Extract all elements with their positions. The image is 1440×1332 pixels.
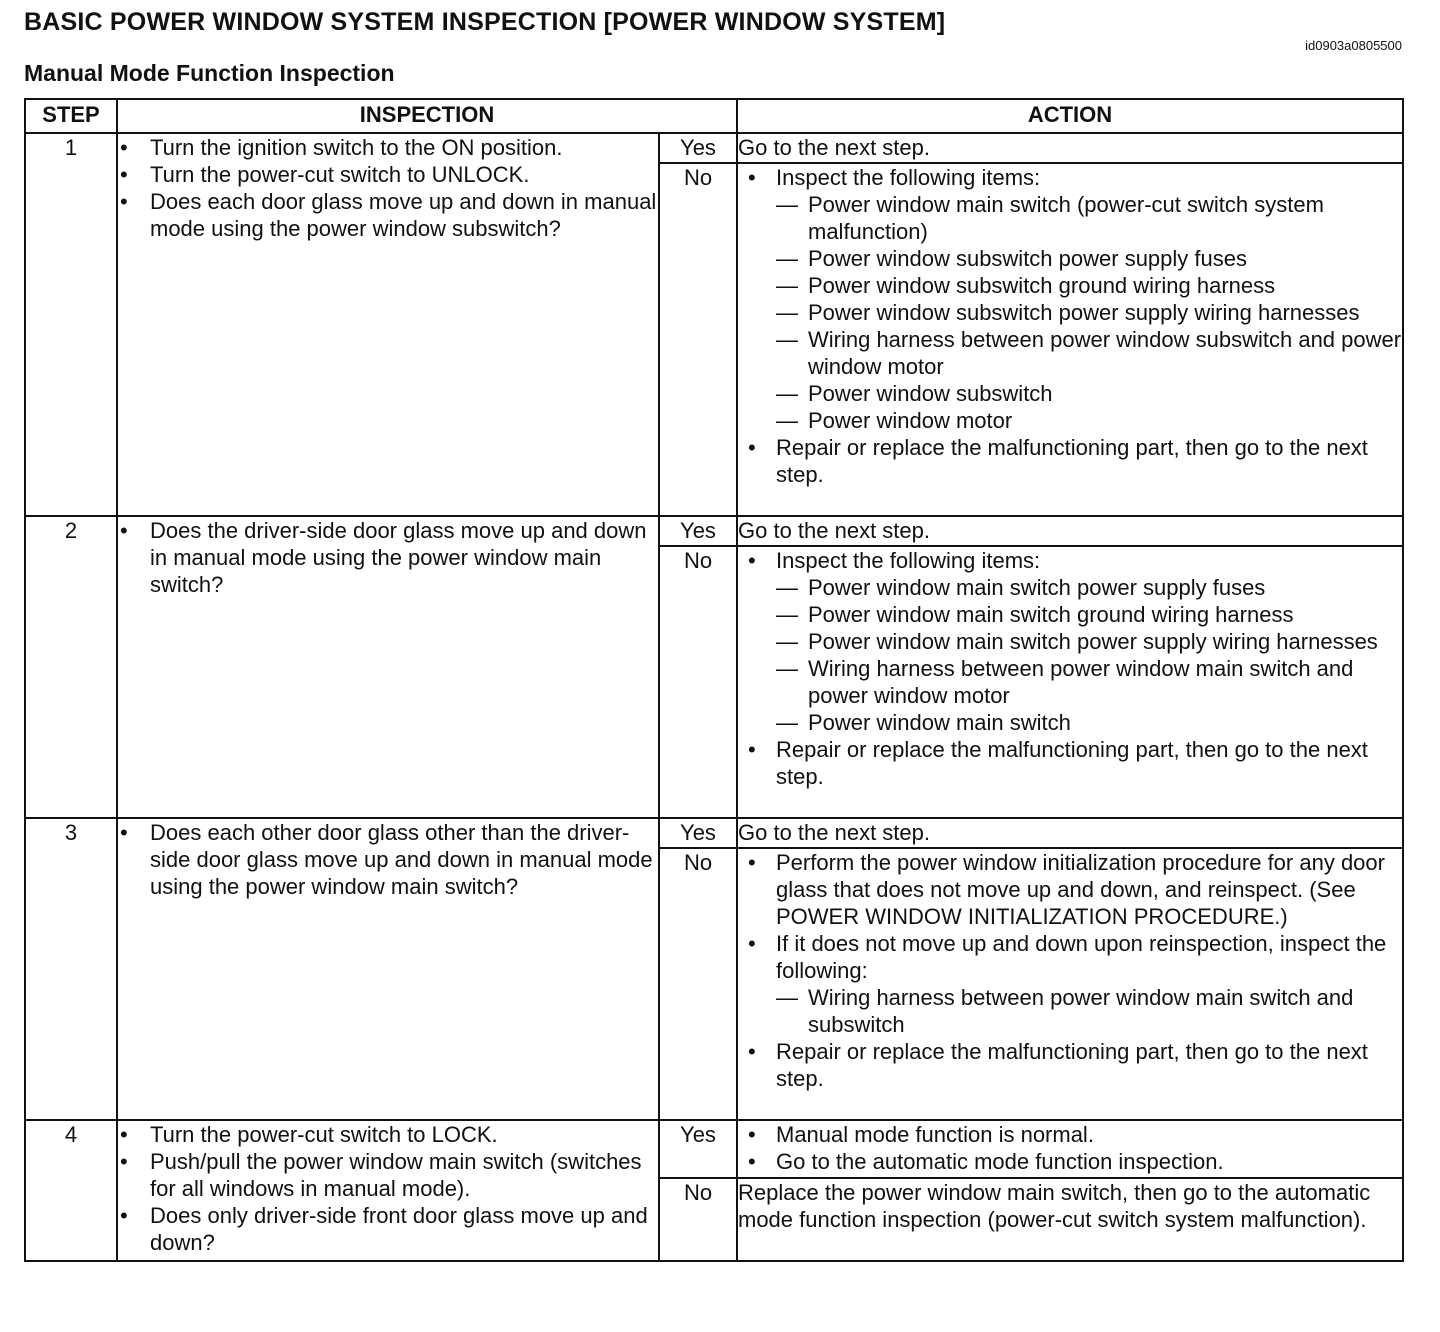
yes-action	[737, 1120, 1403, 1178]
action-bullet: • Perform the power window initialization procedure for any door glass that does not move up and down, and reinspect. (See POWER WINDOW INITIALIZATION PROCEDURE.)	[738, 849, 1402, 930]
action-bullet: • Repair or replace the malfunctioning part, then go to the next step.	[738, 736, 1402, 790]
step-number: 4	[25, 1120, 117, 1261]
section-title: Manual Mode Function Inspection	[24, 60, 395, 86]
inspection-cell	[117, 1120, 659, 1261]
yes-action: Go to the next step.	[737, 133, 1403, 163]
action-bullet: • Repair or replace the malfunctioning part, then go to the next step.	[738, 434, 1402, 488]
action-bullet: • Manual mode function is normal.	[738, 1121, 1402, 1148]
inspection-item: • Does only driver-side front door glass move up and down?	[118, 1202, 658, 1256]
check-item: — Power window main switch (power-cut switch system malfunction)	[776, 191, 1402, 245]
check-item: — Wiring harness between power window main switch and power window motor	[776, 655, 1402, 709]
check-item: — Power window subswitch power supply wiring harnesses	[776, 299, 1402, 326]
check-item: — Power window main switch	[776, 709, 1402, 736]
no-label: No	[659, 546, 737, 818]
no-action: Replace the power window main switch, then go to the automatic mode function inspection (power-cut switch system malfunction).	[737, 1178, 1403, 1261]
step-number: 2	[25, 516, 117, 818]
inspection-item: • Does each other door glass other than the driver-side door glass move up and down in manual mode using the power window main switch?	[118, 819, 658, 900]
check-item: — Power window subswitch power supply fuses	[776, 245, 1402, 272]
inspection-item: • Turn the power-cut switch to LOCK.	[118, 1121, 658, 1148]
check-item: — Power window subswitch	[776, 380, 1402, 407]
inspection-item: • Does each door glass move up and down in manual mode using the power window subswitch?	[118, 188, 658, 242]
action-bullet-text: If it does not move up and down upon reinspection, inspect the following:	[776, 931, 1387, 983]
table-row	[25, 516, 1403, 546]
document-id: id0903a0805500	[1305, 38, 1402, 53]
action-bullet: • Repair or replace the malfunctioning part, then go to the next step.	[738, 1038, 1402, 1092]
table-row	[25, 133, 1403, 163]
no-action	[737, 163, 1403, 516]
action-bullet: • Go to the automatic mode function inspection.	[738, 1148, 1402, 1175]
inspection-header: INSPECTION	[117, 99, 737, 133]
table-row	[25, 1120, 1403, 1178]
action-bullet	[738, 164, 1402, 434]
inspection-item: • Does the driver-side door glass move up and down in manual mode using the power window main switch?	[118, 517, 658, 598]
step-header: STEP	[25, 99, 117, 133]
no-action	[737, 848, 1403, 1120]
no-label: No	[659, 163, 737, 516]
inspection-item: • Turn the ignition switch to the ON position.	[118, 134, 658, 161]
no-label: No	[659, 848, 737, 1120]
no-label: No	[659, 1178, 737, 1261]
yes-label: Yes	[659, 133, 737, 163]
step-number: 3	[25, 818, 117, 1120]
no-action	[737, 546, 1403, 818]
yes-label: Yes	[659, 818, 737, 848]
inspection-item: • Push/pull the power window main switch (switches for all windows in manual mode).	[118, 1148, 658, 1202]
yes-action: Go to the next step.	[737, 516, 1403, 546]
table-header-row	[25, 99, 1403, 133]
check-item: — Wiring harness between power window subswitch and power window motor	[776, 326, 1402, 380]
inspection-cell	[117, 133, 659, 516]
action-bullet-text: Inspect the following items:	[776, 548, 1041, 573]
check-item: — Power window main switch power supply wiring harnesses	[776, 628, 1402, 655]
yes-label: Yes	[659, 516, 737, 546]
check-item: — Power window main switch ground wiring harness	[776, 601, 1402, 628]
action-header: ACTION	[737, 99, 1403, 133]
check-item: — Power window subswitch ground wiring harness	[776, 272, 1402, 299]
check-item: — Power window motor	[776, 407, 1402, 434]
step-number: 1	[25, 133, 117, 516]
inspection-table	[24, 98, 1404, 1262]
inspection-cell	[117, 516, 659, 818]
inspection-cell	[117, 818, 659, 1120]
page-title: BASIC POWER WINDOW SYSTEM INSPECTION [POWER WINDOW SYSTEM]	[24, 8, 946, 36]
check-item: — Wiring harness between power window main switch and subswitch	[776, 984, 1402, 1038]
yes-action: Go to the next step.	[737, 818, 1403, 848]
action-bullet	[738, 547, 1402, 736]
table-row	[25, 818, 1403, 848]
inspection-item: • Turn the power-cut switch to UNLOCK.	[118, 161, 658, 188]
yes-label: Yes	[659, 1120, 737, 1178]
action-bullet-text: Inspect the following items:	[776, 165, 1041, 190]
check-item: — Power window main switch power supply fuses	[776, 574, 1402, 601]
action-bullet	[738, 930, 1402, 1038]
